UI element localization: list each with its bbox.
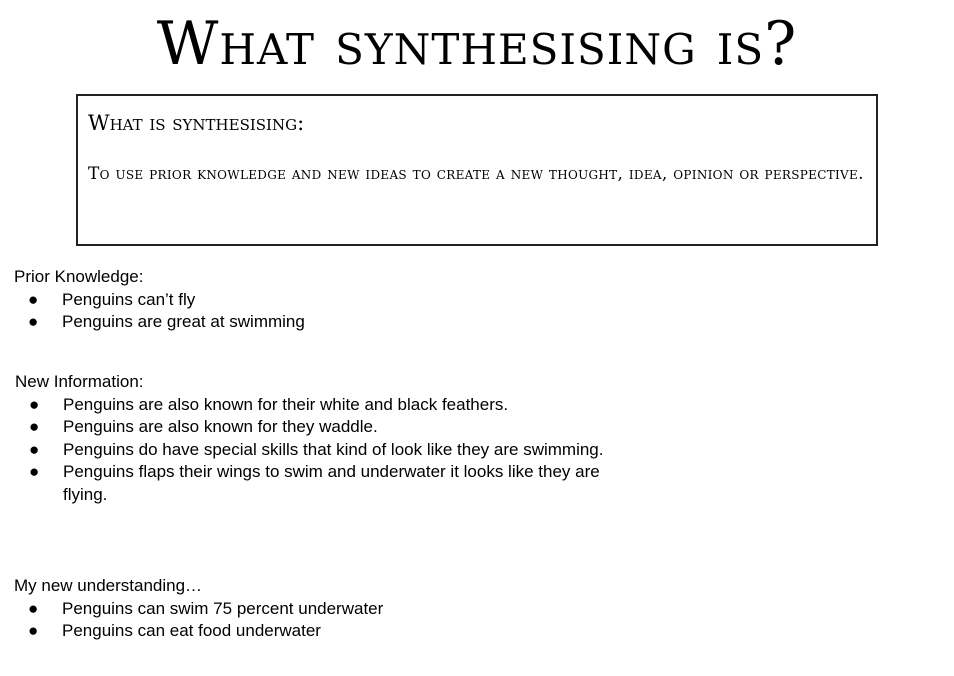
list-item — [15, 461, 623, 506]
list-item — [15, 416, 623, 439]
new-understanding-section — [14, 575, 622, 643]
list-item — [14, 311, 622, 334]
new-understanding-heading: My new understanding… — [14, 576, 203, 595]
bullet-icon: ● — [29, 439, 40, 459]
list-item-text: Penguins flaps their wings to swim and underwater it looks like they are flying. — [63, 462, 600, 504]
definition-body: To use prior knowledge and new ideas to create a new thought, idea, opinion or perspective. — [88, 164, 864, 184]
prior-knowledge-heading: Prior Knowledge: — [14, 267, 144, 286]
bullet-icon: ● — [28, 289, 39, 309]
bullet-icon: ● — [29, 417, 40, 436]
page-title: What synthesising is? — [156, 9, 798, 79]
list-item — [14, 598, 622, 621]
bullet-icon: ● — [28, 621, 39, 640]
list-item — [15, 394, 623, 417]
prior-knowledge-section — [14, 266, 622, 334]
bullet-icon: ● — [28, 598, 39, 618]
definition-heading: What is synthesising: — [88, 111, 305, 135]
list-item — [14, 620, 622, 643]
list-item-text: Penguins are great at swimming — [62, 312, 305, 331]
bullet-icon: ● — [28, 312, 39, 331]
list-item-text: Penguins are also known for their white and black feathers. — [63, 394, 509, 414]
list-item-text: Penguins are also known for they waddle. — [63, 417, 378, 436]
definition-box — [76, 94, 878, 246]
new-understanding-list — [14, 598, 622, 643]
bullet-icon: ● — [29, 394, 40, 414]
list-item-text: Penguins can eat food underwater — [62, 621, 321, 640]
new-information-heading: New Information: — [15, 372, 144, 391]
list-item-text: Penguins do have special skills that kind of look like they are swimming. — [63, 439, 604, 459]
bullet-icon: ● — [29, 462, 40, 481]
prior-knowledge-list — [14, 289, 622, 334]
list-item-text: Penguins can’t fly — [62, 289, 196, 309]
list-item — [14, 289, 622, 312]
list-item-text: Penguins can swim 75 percent underwater — [62, 598, 384, 618]
list-item — [15, 439, 623, 462]
new-information-list — [15, 394, 623, 507]
new-information-section — [15, 371, 623, 506]
